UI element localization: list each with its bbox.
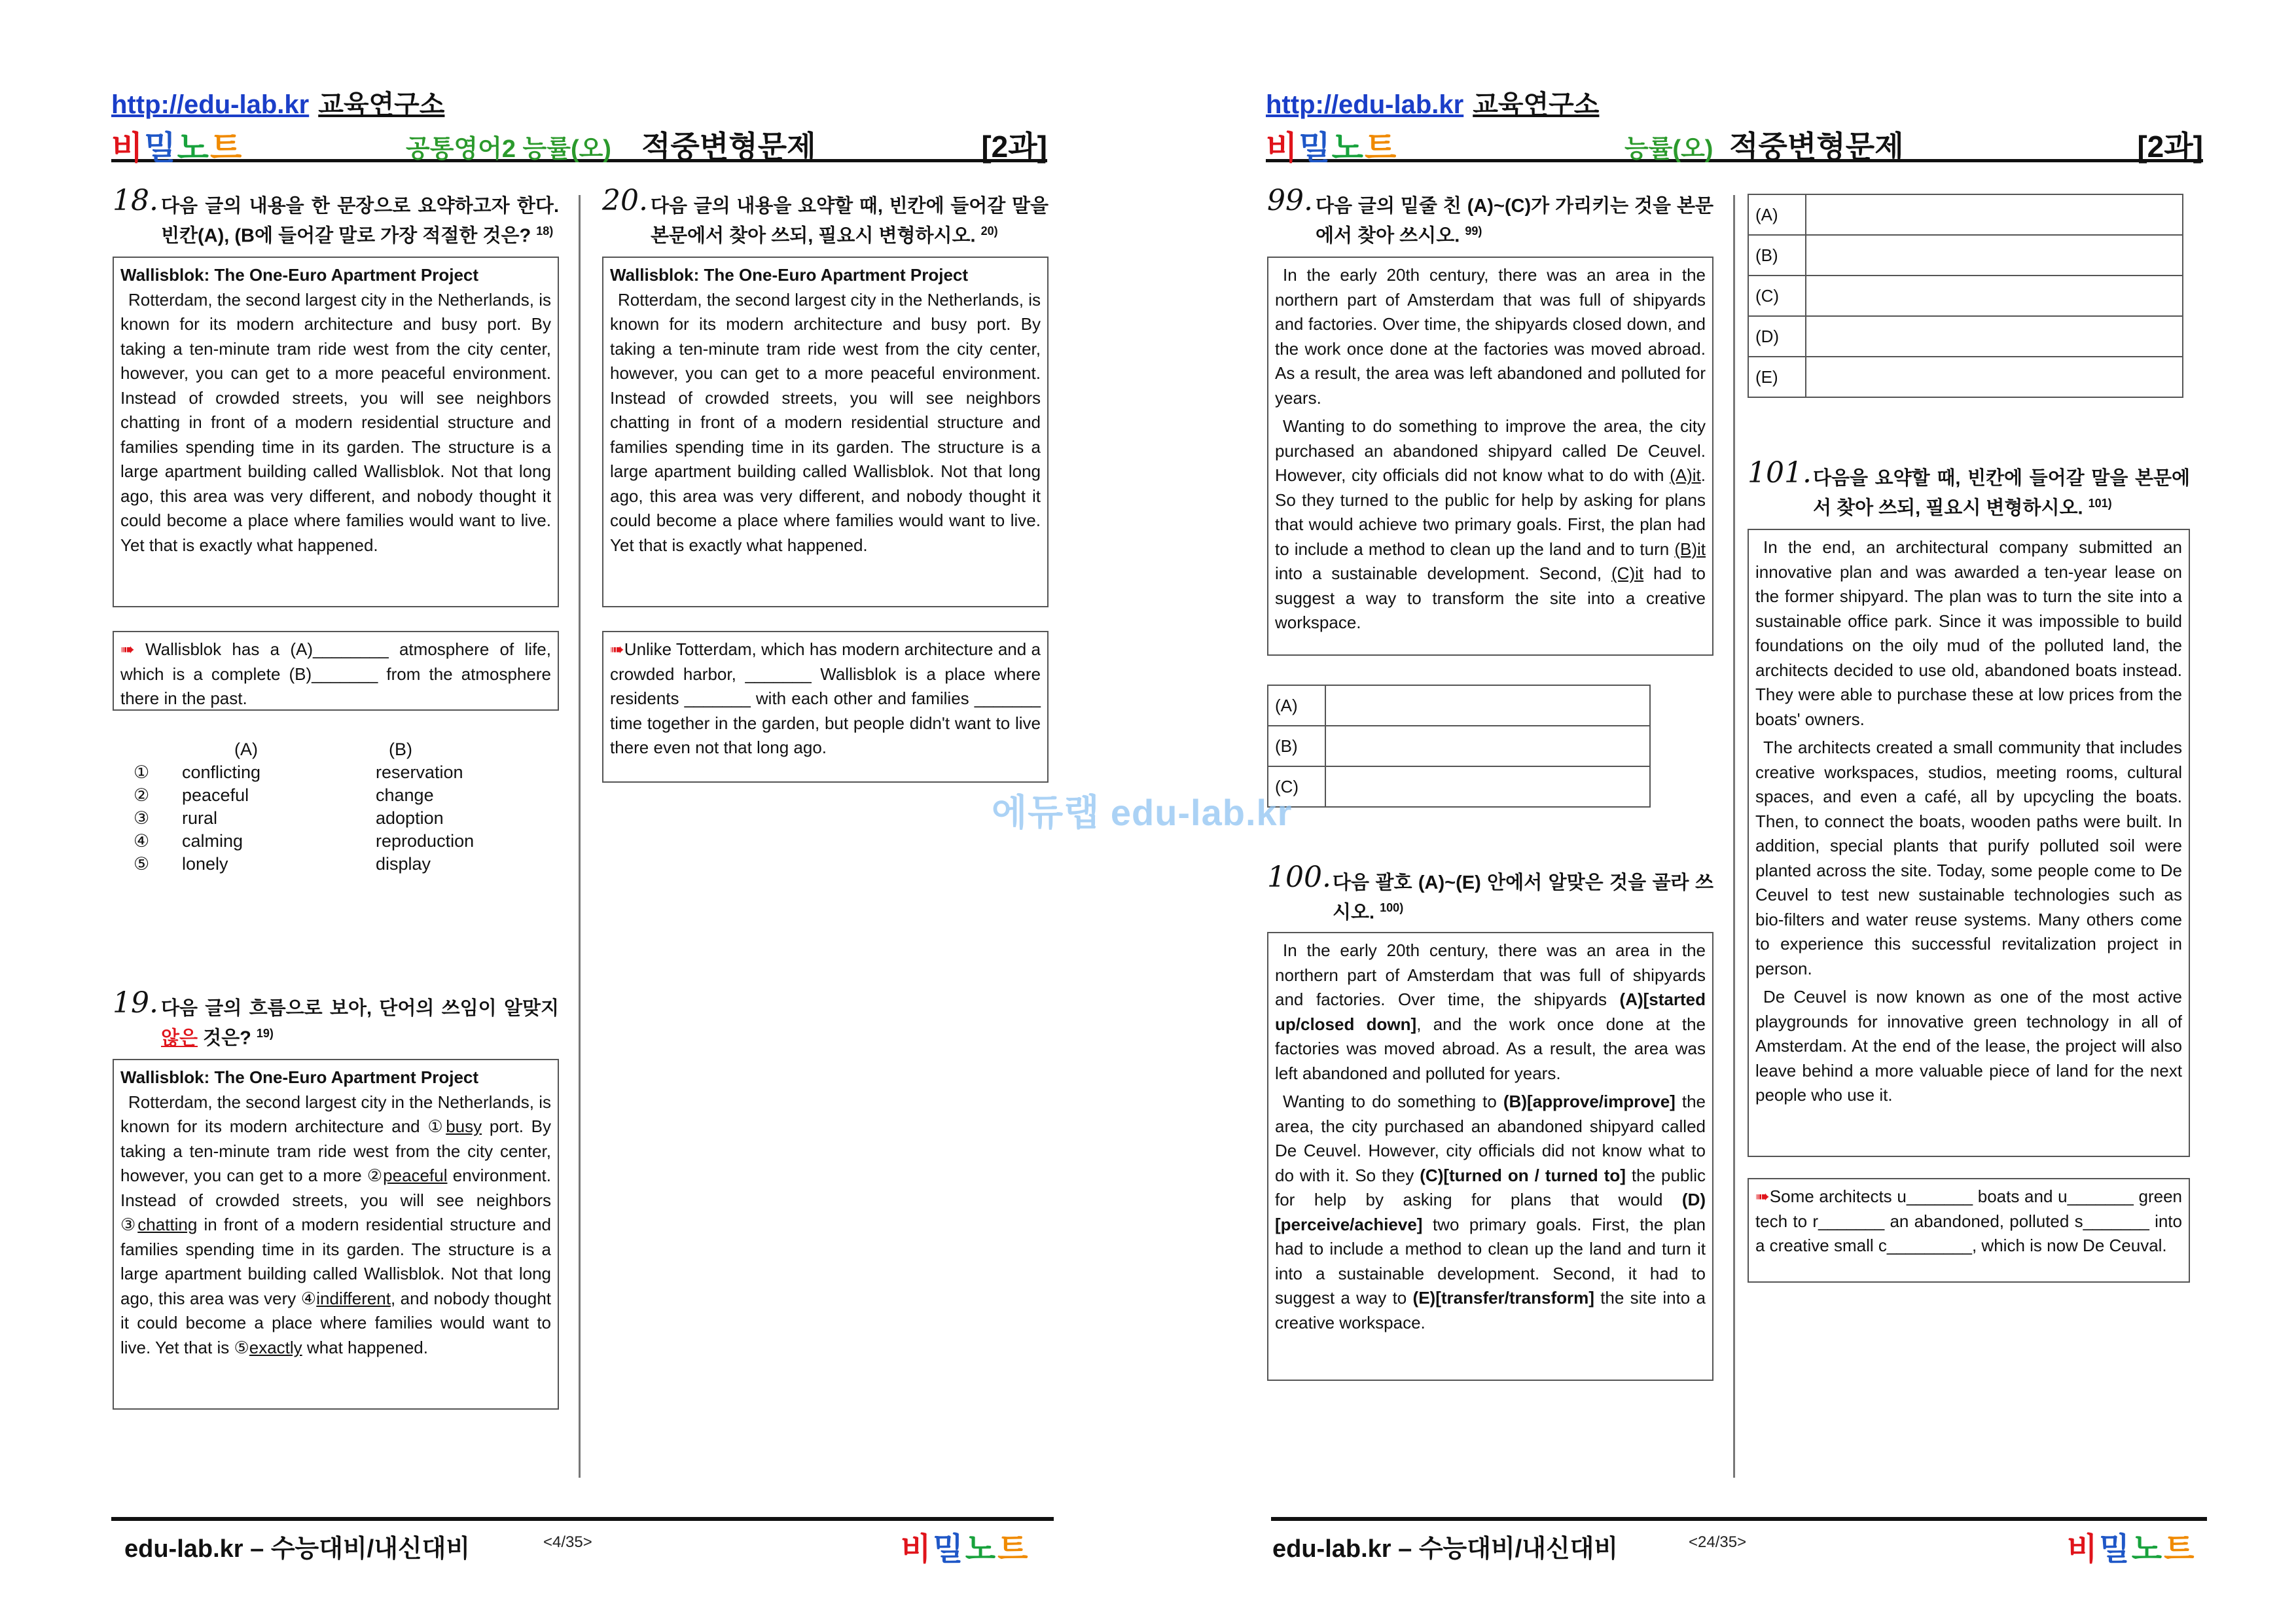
footer-site-label: edu-lab.kr – 수능대비/내신대비 [124, 1535, 471, 1563]
passage-box-19 [113, 1059, 559, 1410]
passage-box-20 [602, 257, 1049, 607]
underlined-word-4: indifferent [316, 1288, 391, 1308]
passage-text: Rotterdam, the second largest city in the Netherlands, is known for its modern architecture and busy port. By taking a ten-minute tram ride west from the city center, however, you can get to a more peaceful environment. Instead of crowded streets, you will see neighbors chatting in front of a modern residential structure and families spending time in its garden. The structure is a large apartment building called Wallisblok. Not that long ago, this area was very different, and nobody thought it could become a place where families would want to live. Yet that is exactly what happened. [610, 289, 1041, 555]
textbook-label: 능률(오) [1624, 135, 1713, 163]
option-2[interactable]: ② peaceful change [134, 785, 434, 805]
passage-paragraph: The architects created a small community that includes creative workspaces, studios, meeting rooms, cultural spaces, and even a café, all by upcycling the boats. Then, to connect the boats, wooden paths were built. In addition, special plants that purify polluted soil were planted across the site. Today, some people come to De Ceuvel to test new sustainable technologies such as bio-filters and water reuse systems. Many others come to experience this successful revitalization project in person. [1755, 738, 2182, 978]
arrow-icon: ➠ [1755, 1186, 1770, 1206]
brand-logo: 비밀노트 [111, 130, 243, 166]
answer-label: (D) [1748, 316, 1806, 357]
watermark: 에듀랩 edu-lab.kr [992, 792, 1293, 833]
answer-label: (C) [1748, 276, 1806, 316]
arrow-icon: ➠ [610, 639, 624, 659]
question-99 [1267, 184, 1713, 249]
footnote-ref: 18) [536, 224, 554, 238]
answer-cell[interactable] [1806, 235, 2183, 276]
passage-paragraph: In the early 20th century, there was an area in the northern part of Amsterdam that was full of shipyards and factories. Over time, the shipyards closed down, and the work once done at the factories was moved abroad. As a result, the area was left abandoned and polluted for years. [1275, 265, 1706, 408]
page-number: <4/35> [543, 1533, 592, 1551]
column-divider [1733, 195, 1735, 1478]
footer-rule [1271, 1517, 2207, 1521]
passage-title: Wallisblok: The One-Euro Apartment Project [120, 265, 479, 285]
passage-paragraph: In the early 20th century, there was an area in the northern part of Amsterdam that was full of shipyards and factories. Over time, the shipyards (A)[started up/closed down], and the work once done at the factories was moved abroad. As a result, the area was left abandoned and polluted for years. [1275, 940, 1706, 1083]
choice-c: (C)[turned on / turned to] [1420, 1165, 1626, 1185]
underlined-word-1: busy [446, 1116, 482, 1136]
question-number: 20. [602, 184, 648, 217]
footnote-ref: 99) [1465, 224, 1482, 238]
site-url-link[interactable]: http://edu-lab.kr [1266, 90, 1464, 119]
passage-paragraph: Wanting to do something to (B)[approve/improve] the area, the city purchased an abandoned shipyard called De Ceuvel. However, city officials did not know what to do with it. So they (C)[turned on / turned to] the public for help by asking for plans that would (D)[perceive/achieve] two primary goals. First, the plan had to include a method to clean up the land and turn it into a sustainable development. Second, it had to suggest a way to (E)[transfer/transform] the site into a creative workspace. [1275, 1092, 1706, 1332]
arrow-icon: ➠ [120, 639, 135, 659]
footnote-ref: 101) [2088, 497, 2112, 510]
footer-site-label: edu-lab.kr – 수능대비/내신대비 [1272, 1535, 1619, 1563]
answer-cell[interactable] [1806, 194, 2183, 235]
question-100 [1267, 861, 1713, 925]
passage-paragraph: De Ceuvel is now known as one of the most active playgrounds for innovative green technology in all of Amsterdam. At the end of the lease, the project will also leave behind a more valuable piece of land for the next people who use it. [1755, 987, 2182, 1105]
emphasis-text: 않은 [161, 1027, 198, 1049]
question-number: 100. [1267, 861, 1331, 894]
choice-a: (A)[started up/closed down] [1275, 990, 1706, 1034]
summary-text: Unlike Totterdam, which has modern architecture and a crowded harbor, _______ Wallisblok is a place where residents _______ with each other and families _______ time together in the garden, but people didn't want to live there even not that long ago. [610, 639, 1041, 757]
passage-box-18 [113, 257, 559, 607]
page-title: 적중변형문제 [641, 130, 816, 164]
answer-cell[interactable] [1325, 685, 1650, 726]
option-1[interactable]: ① conflicting reservation [134, 762, 463, 782]
question-18 [113, 184, 559, 249]
summary-box-20 [602, 631, 1049, 783]
answer-cell[interactable] [1325, 726, 1650, 766]
footnote-ref: 19) [256, 1027, 274, 1040]
footer-brand-logo: 비밀노트 [2067, 1532, 2197, 1567]
answer-cell[interactable] [1806, 276, 2183, 316]
title-bar [111, 122, 1047, 166]
answer-cell[interactable] [1806, 316, 2183, 357]
underlined-word-2: peaceful [383, 1166, 448, 1185]
question-text: 다음 글의 흐름으로 보아, 단어의 쓰임이 알맞지 [161, 998, 559, 1019]
question-text: 다음 글의 내용을 한 문장으로 요약하고자 한다. 빈칸(A), (B에 들어갈 말로 가장 적절한 것은? [161, 196, 559, 247]
passage-paragraph: In the end, an architectural company submitted an innovative plan and was awarded a ten-year lease on the former shipyard. The plan was to turn the site into a sustainable office park. Since it was impossible to build foundations on the oily mud of the polluted land, the architects decided to use old, abandoned boats instead. They were able to purchase these at low prices from the boats' owners. [1755, 537, 2182, 729]
answer-label: (A) [1748, 194, 1806, 235]
summary-box-18 [113, 631, 559, 711]
question-number: 101. [1748, 456, 1812, 490]
underlined-word-5: exactly [249, 1337, 302, 1357]
passage-box-100 [1267, 932, 1713, 1381]
answer-label: (C) [1268, 766, 1325, 807]
passage-title: Wallisblok: The One-Euro Apartment Project [610, 265, 969, 285]
option-5[interactable]: ⑤ lonely display [134, 854, 431, 874]
choice-e: (E)[transfer/transform] [1412, 1288, 1594, 1308]
site-url-link[interactable]: http://edu-lab.kr [111, 90, 310, 119]
answer-table-99 [1267, 685, 1651, 808]
underlined-ref-b: (B)it [1674, 539, 1706, 559]
summary-text: Wallisblok has a (A)________ atmosphere of life, which is a complete (B)_______ from the atmosphere there in the past. [120, 639, 551, 708]
underlined-word-3: chatting [137, 1215, 198, 1234]
textbook-label: 공통영어2 능률(오) [406, 135, 611, 163]
answer-table-100 [1748, 194, 2183, 398]
question-text: 다음 글의 밑줄 친 (A)~(C)가 가리키는 것을 본문에서 찾아 쓰시오. [1316, 196, 1713, 247]
column-head-b: (B) [389, 740, 412, 759]
option-3[interactable]: ③ rural adoption [134, 808, 444, 828]
site-header [1266, 84, 1599, 121]
site-header [111, 84, 444, 121]
question-text: 다음을 요약할 때, 빈칸에 들어갈 말을 본문에서 찾아 쓰되, 필요시 변형하시오. [1813, 468, 2190, 519]
column-divider [579, 195, 581, 1478]
lesson-label: [2과] [2137, 130, 2203, 164]
lesson-label: [2과] [981, 130, 1047, 164]
summary-box-101 [1748, 1178, 2190, 1283]
question-number: 19. [113, 986, 158, 1020]
passage-box-101 [1748, 529, 2190, 1157]
underlined-ref-a: (A)it [1670, 465, 1701, 485]
footer-rule [111, 1517, 1054, 1521]
passage-paragraph: Wanting to do something to improve the area, the city purchased an abandoned shipyard called De Ceuvel. However, city officials did not know what to do with (A)it. So they turned to the public for help by asking for plans that would achieve two primary goals. First, the plan had to include a method to clean up the land and to turn (B)it into a sustainable development. Second, (C)it had to suggest a way to transform the site into a creative workspace. [1275, 416, 1706, 632]
passage-box-99 [1267, 257, 1713, 656]
answer-label: (B) [1268, 726, 1325, 766]
answer-label: (E) [1748, 357, 1806, 397]
summary-text: Some architects u_______ boats and u_______ green tech to r_______ an abandoned, polluted s_______ into a creative small c_________, which is now De Ceuval. [1755, 1186, 2182, 1255]
question-text: 다음 괄호 (A)~(E) 안에서 알맞은 것을 골라 쓰시오. [1333, 872, 1713, 923]
footnote-ref: 20) [980, 224, 998, 238]
options-18 [134, 738, 474, 876]
choice-d: (D)[perceive/achieve] [1275, 1190, 1706, 1234]
choice-b: (B)[approve/improve] [1503, 1092, 1676, 1111]
answer-cell[interactable] [1325, 766, 1650, 807]
footer-brand-logo: 비밀노트 [901, 1532, 1030, 1567]
passage-title: Wallisblok: The One-Euro Apartment Project [120, 1067, 479, 1087]
institute-label: 교육연구소 [1473, 90, 1600, 119]
answer-label: (B) [1748, 235, 1806, 276]
question-20 [602, 184, 1049, 249]
question-number: 18. [113, 184, 158, 217]
answer-cell[interactable] [1806, 357, 2183, 397]
title-bar [1266, 122, 2203, 166]
brand-logo: 비밀노트 [1266, 130, 1398, 166]
page-title: 적중변형문제 [1729, 130, 1904, 164]
answer-label: (A) [1268, 685, 1325, 726]
column-head-a: (A) [234, 740, 258, 759]
underlined-ref-c: (C)it [1611, 563, 1644, 583]
question-101 [1748, 456, 2190, 521]
institute-label: 교육연구소 [318, 90, 445, 119]
question-text: 다음 글의 내용을 요약할 때, 빈칸에 들어갈 말을 본문에서 찾아 쓰되, 필요시 변형하시오. [651, 196, 1049, 247]
right-page [1148, 0, 2296, 1623]
question-number: 99. [1267, 184, 1313, 217]
option-4[interactable]: ④ calming reproduction [134, 831, 475, 851]
page-number: <24/35> [1689, 1533, 1747, 1551]
footnote-ref: 100) [1380, 901, 1404, 914]
question-19: 19. 다음 글의 흐름으로 보아, 단어의 쓰임이 알맞지 않은 것은? $^{19)}$ [113, 986, 559, 1049]
passage-text: Rotterdam, the second largest city in the Netherlands, is known for its modern architecture and busy port. By taking a ten-minute tram ride west from the city center, however, you can get to a more peaceful environment. Instead of crowded streets, you will see neighbors chatting in front of a modern residential structure and families spending time in its garden. The structure is a large apartment building called Wallisblok. Not that long ago, this area was very different, and nobody thought it could become a place where families would want to live. Yet that is exactly what happened. [120, 289, 551, 555]
passage-text: Rotterdam, the second largest city in the Netherlands, is known for its modern architecture and ①busy port. By taking a ten-minute tram ride west from the city center, however, you can get to a more ②peaceful environment. Instead of crowded streets, you will see neighbors ③chatting in front of a modern residential structure and families spending time in its garden. The structure is a large apartment building called Wallisblok. Not that long ago, this area was very ④indifferent, and nobody thought it could become a place where families would want to live. Yet that is ⑤exactly what happened. [120, 1092, 552, 1357]
